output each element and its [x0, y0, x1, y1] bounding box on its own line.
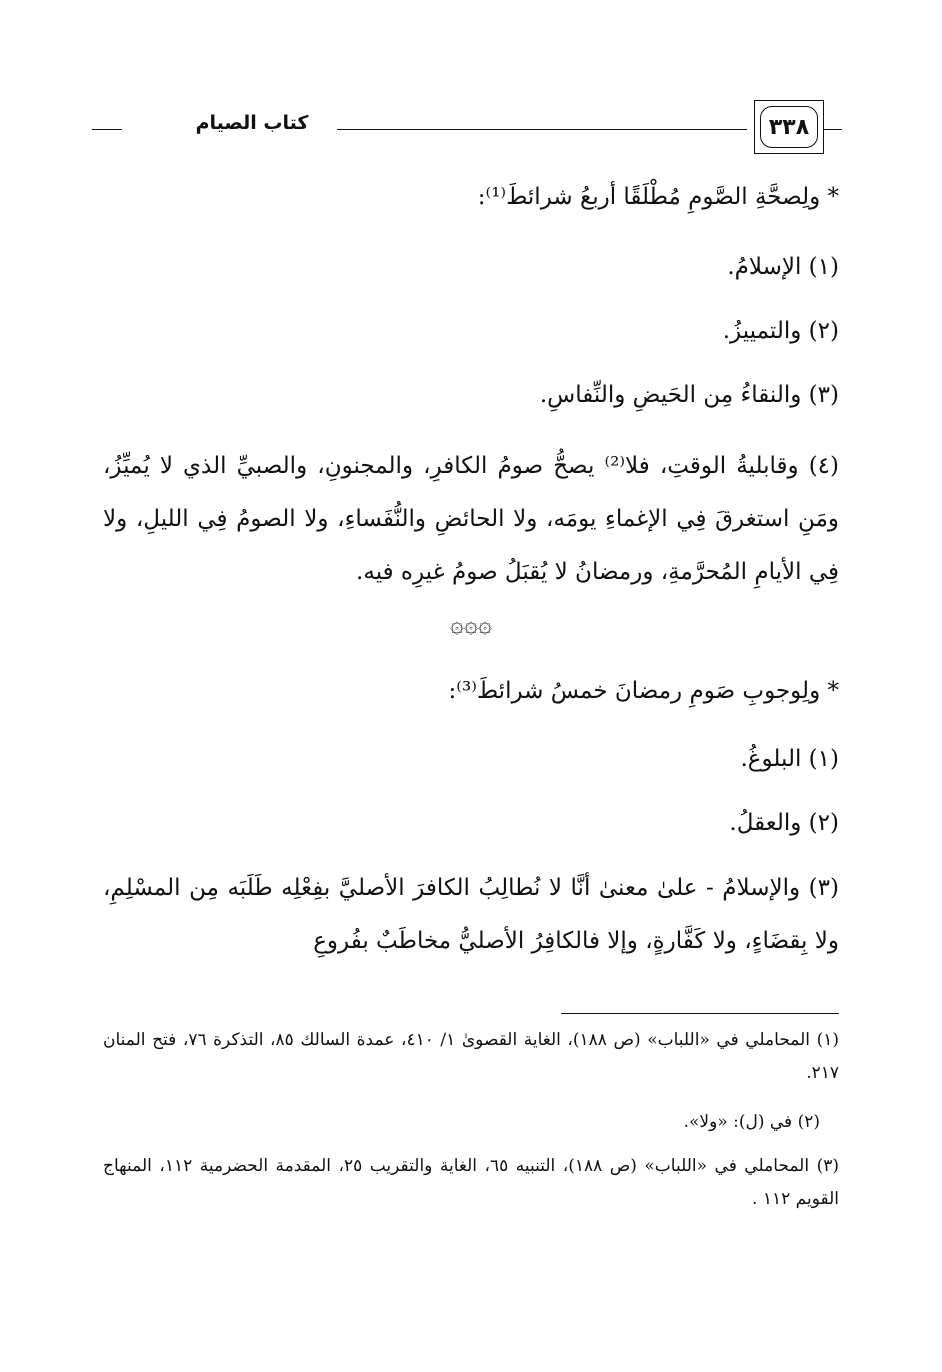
list-item: (٢) والتمييزُ.	[722, 318, 839, 344]
footnote: (٣) المحاملي في «اللباب» (ص ١٨٨)، التنبيه ٦٥، الغاية والتقريب ٢٥، المقدمة الحضرمية ١١٢، المنهاج القويم ١١٢ .	[103, 1156, 839, 1209]
list-item: (١) الإسلامُ.	[727, 254, 839, 280]
header-rule-middle	[337, 129, 747, 130]
footnote: (١) المحاملي في «اللباب» (ص ١٨٨)، الغاية القصوىٰ ١/ ٤١٠، عمدة السالك ٨٥، التذكرة ٧٦، فتح المنان ٢١٧.	[103, 1030, 839, 1083]
ornament-separator: ۞۞۞	[449, 610, 493, 638]
list-item-paragraph: (٤) وقابليةُ الوقتِ، فلا⁽²⁾ يصحُّ صومُ الكافرِ، والمجنونِ، والصبيِّ الذي لا يُميِّزُ، ومَنِ استغرقَ فِي الإغماءِ يومَه، ولا الحائضِ والنُّفَساءِ، ولا الصومُ فِي الليلِ، ولا فِي الأيامِ المُحرَّمةِ، ورمضانُ لا يُقبَلُ صومُ غيرِه فيه.	[103, 453, 840, 585]
list-item: (٣) والنقاءُ مِن الحَيضِ والنِّفاسِ.	[539, 382, 839, 408]
page-header	[92, 98, 842, 162]
header-rule-right	[824, 129, 842, 130]
footnote-divider	[561, 1013, 839, 1014]
page-number: ٣٣٨	[760, 106, 818, 148]
section-heading-validity: * ولِصحَّةِ الصَّومِ مُطْلَقًا أربعُ شرائطَ⁽¹⁾:	[477, 184, 839, 210]
running-title: كتاب الصيام	[195, 112, 309, 134]
page-number-frame	[754, 100, 824, 154]
header-rule-left	[92, 129, 122, 130]
footnote: (٢) في (ل): «ولا».	[683, 1112, 820, 1132]
list-item: (٢) والعقلُ.	[729, 810, 839, 836]
list-item: (١) البلوغُ.	[740, 746, 839, 772]
list-item-paragraph: (٣) والإسلامُ - علىٰ معنىٰ أنَّا لا نُطالِبُ الكافرَ الأصليَّ بفِعْلِه طَلَبَه مِن المسْلِمِ، ولا بِقضَاءٍ، ولا كَفَّارةٍ، وإلا فالكافِرُ الأصليُّ مخاطَبٌ بفُروعِ	[103, 875, 839, 954]
section-heading-obligation: * ولِوجوبِ صَومِ رمضانَ خمسُ شرائطَ⁽³⁾:	[448, 678, 839, 704]
